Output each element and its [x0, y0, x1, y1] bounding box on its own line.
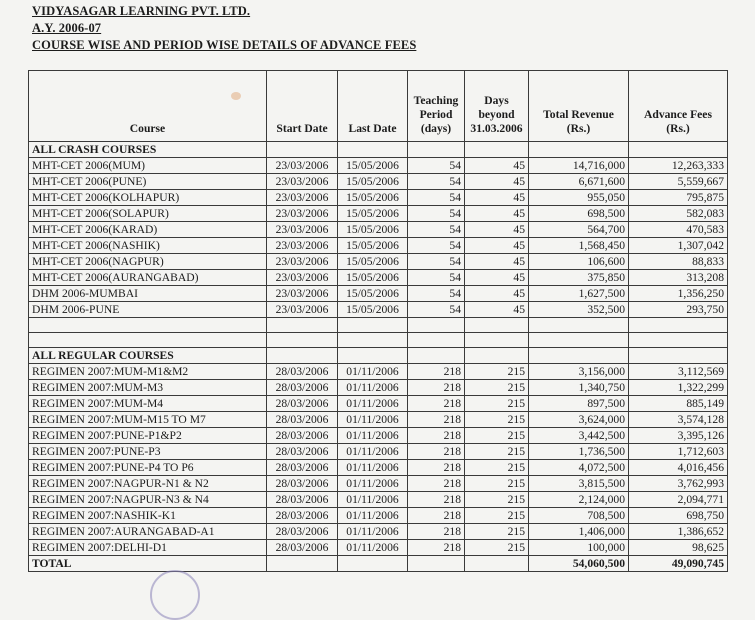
cell-total-revenue: 1,627,500 — [529, 286, 629, 302]
cell-last-date: 15/05/2006 — [338, 238, 408, 254]
col-total-revenue: Total Revenue (Rs.) — [529, 71, 629, 142]
cell-days-beyond: 215 — [465, 460, 529, 476]
cell-course: MHT-CET 2006(NASHIK) — [29, 238, 267, 254]
cell-advance-fees: 1,386,652 — [629, 524, 728, 540]
table-row — [29, 238, 728, 254]
cell-start-date: 23/03/2006 — [267, 174, 338, 190]
cell-advance-fees: 1,322,299 — [629, 380, 728, 396]
cell-teaching-period: 54 — [408, 158, 465, 174]
cell-days-beyond: 215 — [465, 492, 529, 508]
cell-course: REGIMEN 2007:MUM-M15 TO M7 — [29, 412, 267, 428]
cell-teaching-period: 218 — [408, 460, 465, 476]
empty-cell — [529, 333, 629, 348]
cell-start-date: 28/03/2006 — [267, 492, 338, 508]
cell-total-revenue: 3,442,500 — [529, 428, 629, 444]
table-row — [29, 524, 728, 540]
cell-last-date: 01/11/2006 — [338, 364, 408, 380]
cell-total-revenue: 352,500 — [529, 302, 629, 318]
empty-cell — [408, 318, 465, 333]
cell-total-revenue: 6,671,600 — [529, 174, 629, 190]
cell-start-date: 28/03/2006 — [267, 396, 338, 412]
cell-course: REGIMEN 2007:AURANGABAD-A1 — [29, 524, 267, 540]
cell-days-beyond: 45 — [465, 190, 529, 206]
cell-start-date: 28/03/2006 — [267, 460, 338, 476]
cell-last-date: 15/05/2006 — [338, 158, 408, 174]
cell-days-beyond: 215 — [465, 476, 529, 492]
cell-advance-fees: 3,762,993 — [629, 476, 728, 492]
cell-start-date: 28/03/2006 — [267, 476, 338, 492]
cell-course: REGIMEN 2007:NAGPUR-N3 & N4 — [29, 492, 267, 508]
empty-cell — [267, 318, 338, 333]
cell-advance-fees: 795,875 — [629, 190, 728, 206]
section-heading-row — [29, 348, 728, 364]
empty-cell — [338, 333, 408, 348]
cell-advance-fees: 5,559,667 — [629, 174, 728, 190]
cell-advance-fees: 1,356,250 — [629, 286, 728, 302]
cell-start-date: 23/03/2006 — [267, 270, 338, 286]
cell-total-revenue: 4,072,500 — [529, 460, 629, 476]
table-row — [29, 428, 728, 444]
report-title: COURSE WISE AND PERIOD WISE DETAILS OF ADVANCE FEES — [32, 38, 417, 52]
section-heading-row — [29, 142, 728, 158]
table-row — [29, 286, 728, 302]
cell-last-date: 01/11/2006 — [338, 444, 408, 460]
academic-year: A.Y. 2006-07 — [32, 21, 102, 35]
cell-last-date: 15/05/2006 — [338, 286, 408, 302]
empty-cell — [529, 348, 629, 364]
cell-advance-fees: 88,833 — [629, 254, 728, 270]
cell-course: MHT-CET 2006(KARAD) — [29, 222, 267, 238]
table-body — [29, 142, 728, 572]
empty-cell — [629, 333, 728, 348]
cell-days-beyond: 45 — [465, 238, 529, 254]
cell-start-date: 23/03/2006 — [267, 158, 338, 174]
cell-last-date: 01/11/2006 — [338, 524, 408, 540]
cell-course: REGIMEN 2007:MUM-M1&M2 — [29, 364, 267, 380]
cell-days-beyond: 45 — [465, 222, 529, 238]
cell-last-date: 01/11/2006 — [338, 508, 408, 524]
empty-cell — [629, 348, 728, 364]
table-row — [29, 508, 728, 524]
table-header-row — [29, 71, 728, 142]
cell-start-date: 23/03/2006 — [267, 254, 338, 270]
cell-teaching-period: 54 — [408, 270, 465, 286]
empty-cell — [465, 333, 529, 348]
cell-total-revenue: 1,340,750 — [529, 380, 629, 396]
col-teaching-period: Teaching Period (days) — [408, 71, 465, 142]
cell-days-beyond: 215 — [465, 508, 529, 524]
cell-days-beyond: 45 — [465, 206, 529, 222]
cell-last-date: 01/11/2006 — [338, 540, 408, 556]
empty-cell — [29, 318, 267, 333]
company-stamp — [150, 570, 200, 620]
cell-teaching-period: 218 — [408, 540, 465, 556]
section-heading: ALL REGULAR COURSES — [29, 348, 267, 364]
cell-days-beyond: 215 — [465, 540, 529, 556]
empty-cell — [267, 333, 338, 348]
cell-total-revenue: 3,815,500 — [529, 476, 629, 492]
cell-course: REGIMEN 2007:PUNE-P1&P2 — [29, 428, 267, 444]
empty-cell — [267, 348, 338, 364]
cell-teaching-period: 218 — [408, 524, 465, 540]
total-label: TOTAL — [29, 556, 267, 572]
table-row — [29, 364, 728, 380]
cell-teaching-period: 54 — [408, 222, 465, 238]
cell-days-beyond: 45 — [465, 174, 529, 190]
table-row — [29, 190, 728, 206]
cell-start-date: 28/03/2006 — [267, 364, 338, 380]
cell-last-date: 01/11/2006 — [338, 476, 408, 492]
col-course: Course — [29, 71, 267, 142]
cell-advance-fees: 1,712,603 — [629, 444, 728, 460]
empty-cell — [465, 348, 529, 364]
col-days-beyond: Days beyond 31.03.2006 — [465, 71, 529, 142]
empty-cell — [408, 142, 465, 158]
cell-total-revenue: 100,000 — [529, 540, 629, 556]
cell-teaching-period: 218 — [408, 492, 465, 508]
cell-last-date: 15/05/2006 — [338, 270, 408, 286]
cell-total-revenue: 1,406,000 — [529, 524, 629, 540]
cell-days-beyond: 45 — [465, 158, 529, 174]
table-row — [29, 380, 728, 396]
cell-start-date: 23/03/2006 — [267, 206, 338, 222]
cell-advance-fees: 470,583 — [629, 222, 728, 238]
cell-teaching-period: 54 — [408, 190, 465, 206]
cell-start-date: 28/03/2006 — [267, 444, 338, 460]
cell-total-revenue: 106,600 — [529, 254, 629, 270]
cell-advance-fees: 1,307,042 — [629, 238, 728, 254]
cell-course: MHT-CET 2006(NAGPUR) — [29, 254, 267, 270]
col-last-date: Last Date — [338, 71, 408, 142]
blank-row — [29, 333, 728, 348]
cell-course: MHT-CET 2006(AURANGABAD) — [29, 270, 267, 286]
cell-total-revenue: 2,124,000 — [529, 492, 629, 508]
empty-cell — [408, 333, 465, 348]
cell-days-beyond: 215 — [465, 412, 529, 428]
cell-total-revenue: 1,568,450 — [529, 238, 629, 254]
cell-teaching-period: 218 — [408, 412, 465, 428]
cell-last-date: 01/11/2006 — [338, 380, 408, 396]
table-row — [29, 492, 728, 508]
cell-last-date: 15/05/2006 — [338, 222, 408, 238]
table-row — [29, 460, 728, 476]
cell-teaching-period: 218 — [408, 428, 465, 444]
table-row — [29, 222, 728, 238]
empty-cell — [267, 142, 338, 158]
cell-total-revenue: 564,700 — [529, 222, 629, 238]
cell-total-revenue: 3,624,000 — [529, 412, 629, 428]
col-start-date: Start Date — [267, 71, 338, 142]
cell-teaching-period: 218 — [408, 444, 465, 460]
cell-course: REGIMEN 2007:NAGPUR-N1 & N2 — [29, 476, 267, 492]
section-heading: ALL CRASH COURSES — [29, 142, 267, 158]
cell-course: REGIMEN 2007:MUM-M3 — [29, 380, 267, 396]
cell-advance-fees: 582,083 — [629, 206, 728, 222]
cell-advance-fees: 698,750 — [629, 508, 728, 524]
cell-advance-fees: 885,149 — [629, 396, 728, 412]
empty-cell — [408, 348, 465, 364]
empty-cell — [629, 142, 728, 158]
cell-total-revenue: 708,500 — [529, 508, 629, 524]
table-row — [29, 302, 728, 318]
empty-cell — [338, 318, 408, 333]
cell-days-beyond: 215 — [465, 444, 529, 460]
cell-advance-fees: 12,263,333 — [629, 158, 728, 174]
cell-course: MHT-CET 2006(KOLHAPUR) — [29, 190, 267, 206]
cell-days-beyond: 215 — [465, 380, 529, 396]
table-row — [29, 158, 728, 174]
cell-total-revenue: 698,500 — [529, 206, 629, 222]
cell-total-revenue: 375,850 — [529, 270, 629, 286]
cell-days-beyond: 215 — [465, 396, 529, 412]
cell-teaching-period: 54 — [408, 286, 465, 302]
total-advance-fees: 49,090,745 — [629, 556, 728, 572]
cell-course: REGIMEN 2007:MUM-M4 — [29, 396, 267, 412]
cell-advance-fees: 3,395,126 — [629, 428, 728, 444]
cell-days-beyond: 215 — [465, 364, 529, 380]
cell-last-date: 15/05/2006 — [338, 254, 408, 270]
cell-advance-fees: 4,016,456 — [629, 460, 728, 476]
cell-course: REGIMEN 2007:PUNE-P4 TO P6 — [29, 460, 267, 476]
cell-days-beyond: 45 — [465, 254, 529, 270]
empty-cell — [338, 142, 408, 158]
empty-cell — [408, 556, 465, 572]
cell-course: MHT-CET 2006(SOLAPUR) — [29, 206, 267, 222]
cell-teaching-period: 54 — [408, 254, 465, 270]
total-row — [29, 556, 728, 572]
cell-start-date: 28/03/2006 — [267, 540, 338, 556]
cell-teaching-period: 218 — [408, 380, 465, 396]
table-row — [29, 254, 728, 270]
empty-cell — [465, 142, 529, 158]
total-revenue: 54,060,500 — [529, 556, 629, 572]
cell-last-date: 15/05/2006 — [338, 206, 408, 222]
empty-cell — [465, 318, 529, 333]
cell-last-date: 15/05/2006 — [338, 174, 408, 190]
empty-cell — [338, 556, 408, 572]
cell-start-date: 28/03/2006 — [267, 524, 338, 540]
cell-teaching-period: 218 — [408, 396, 465, 412]
cell-advance-fees: 293,750 — [629, 302, 728, 318]
cell-days-beyond: 45 — [465, 270, 529, 286]
empty-cell — [338, 348, 408, 364]
cell-last-date: 15/05/2006 — [338, 302, 408, 318]
empty-cell — [529, 318, 629, 333]
cell-start-date: 28/03/2006 — [267, 380, 338, 396]
cell-start-date: 23/03/2006 — [267, 190, 338, 206]
cell-teaching-period: 54 — [408, 174, 465, 190]
cell-days-beyond: 215 — [465, 524, 529, 540]
cell-teaching-period: 54 — [408, 206, 465, 222]
cell-total-revenue: 955,050 — [529, 190, 629, 206]
cell-start-date: 28/03/2006 — [267, 428, 338, 444]
cell-start-date: 23/03/2006 — [267, 286, 338, 302]
empty-cell — [529, 142, 629, 158]
cell-advance-fees: 3,112,569 — [629, 364, 728, 380]
table-row — [29, 270, 728, 286]
cell-total-revenue: 14,716,000 — [529, 158, 629, 174]
cell-course: REGIMEN 2007:PUNE-P3 — [29, 444, 267, 460]
table-row — [29, 540, 728, 556]
cell-advance-fees: 98,625 — [629, 540, 728, 556]
cell-course: MHT-CET 2006(MUM) — [29, 158, 267, 174]
cell-start-date: 23/03/2006 — [267, 238, 338, 254]
table-row — [29, 206, 728, 222]
cell-start-date: 23/03/2006 — [267, 222, 338, 238]
table-row — [29, 444, 728, 460]
cell-advance-fees: 3,574,128 — [629, 412, 728, 428]
cell-course: MHT-CET 2006(PUNE) — [29, 174, 267, 190]
cell-course: REGIMEN 2007:NASHIK-K1 — [29, 508, 267, 524]
table-row — [29, 476, 728, 492]
cell-days-beyond: 45 — [465, 286, 529, 302]
cell-total-revenue: 897,500 — [529, 396, 629, 412]
cell-start-date: 28/03/2006 — [267, 508, 338, 524]
cell-last-date: 01/11/2006 — [338, 428, 408, 444]
cell-days-beyond: 45 — [465, 302, 529, 318]
cell-advance-fees: 2,094,771 — [629, 492, 728, 508]
empty-cell — [629, 318, 728, 333]
company-name: VIDYASAGAR LEARNING PVT. LTD. — [32, 4, 251, 18]
empty-cell — [29, 333, 267, 348]
cell-days-beyond: 215 — [465, 428, 529, 444]
cell-start-date: 23/03/2006 — [267, 302, 338, 318]
cell-advance-fees: 313,208 — [629, 270, 728, 286]
table-row — [29, 412, 728, 428]
cell-teaching-period: 54 — [408, 238, 465, 254]
blank-row — [29, 318, 728, 333]
cell-course: REGIMEN 2007:DELHI-D1 — [29, 540, 267, 556]
cell-total-revenue: 3,156,000 — [529, 364, 629, 380]
col-advance-fees: Advance Fees (Rs.) — [629, 71, 728, 142]
cell-last-date: 01/11/2006 — [338, 412, 408, 428]
empty-cell — [465, 556, 529, 572]
empty-cell — [267, 556, 338, 572]
cell-teaching-period: 218 — [408, 508, 465, 524]
cell-start-date: 28/03/2006 — [267, 412, 338, 428]
cell-teaching-period: 54 — [408, 302, 465, 318]
cell-last-date: 15/05/2006 — [338, 190, 408, 206]
cell-last-date: 01/11/2006 — [338, 492, 408, 508]
cell-last-date: 01/11/2006 — [338, 396, 408, 412]
table-row — [29, 396, 728, 412]
advance-fees-table — [28, 70, 728, 572]
table-row — [29, 174, 728, 190]
cell-teaching-period: 218 — [408, 364, 465, 380]
cell-course: DHM 2006-PUNE — [29, 302, 267, 318]
cell-last-date: 01/11/2006 — [338, 460, 408, 476]
cell-total-revenue: 1,736,500 — [529, 444, 629, 460]
cell-course: DHM 2006-MUMBAI — [29, 286, 267, 302]
cell-teaching-period: 218 — [408, 476, 465, 492]
